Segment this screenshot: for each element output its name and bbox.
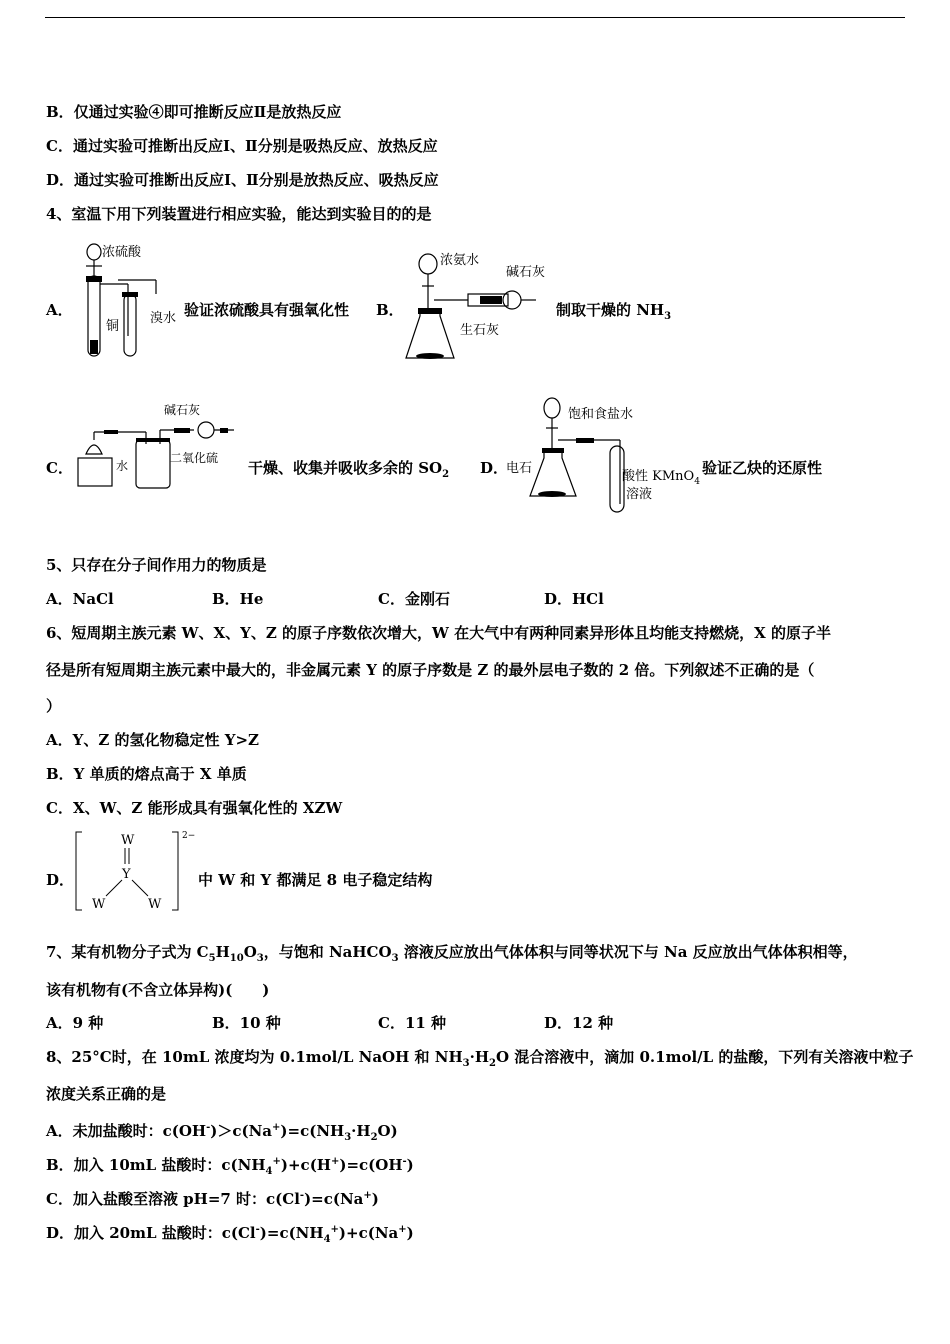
q8-option-a: A．未加盐酸时：$c(OH^-)>c(Na^+)=c(NH_3\cdot H_2O)$ bbox=[46, 1122, 398, 1143]
top-rule bbox=[45, 17, 905, 18]
label-quicklime: 生石灰 bbox=[460, 323, 500, 338]
label-water: 水 bbox=[116, 459, 129, 473]
label-saturated-brine: 饱和食盐水 bbox=[568, 407, 634, 422]
atom-y: Y bbox=[122, 867, 131, 882]
q4-b-prefix: B． bbox=[376, 301, 404, 319]
q5-option-c: C．金刚石 bbox=[378, 590, 450, 608]
question-5: 5、只存在分子间作用力的物质是 bbox=[46, 556, 267, 574]
question-6-line-1: 6、短周期主族元素 W、X、Y、Z 的原子序数依次增大，W 在大气中有两种同素异形体且均能支持燃烧，X 的原子半 bbox=[46, 624, 831, 642]
label-acidic-kmno4: 酸性 KMnO$_4$ bbox=[622, 469, 700, 487]
q7-option-c: C．11 种 bbox=[378, 1014, 447, 1032]
q4-c-prefix: C． bbox=[46, 459, 73, 477]
question-8-line-2: 浓度关系正确的是 bbox=[46, 1085, 167, 1103]
apparatus-b-diagram bbox=[398, 240, 558, 366]
label-sulfur-dioxide: 二氧化硫 bbox=[170, 451, 219, 465]
option-b-prev: B．仅通过实验④即可推断反应Ⅱ是放热反应 bbox=[46, 103, 342, 121]
q5-option-d: D．HCl bbox=[544, 590, 604, 608]
label-soda-lime: 碱石灰 bbox=[506, 265, 546, 280]
label-acidic-kmno4-main: 酸性 KMnO bbox=[622, 469, 695, 484]
q5-option-a: A．NaCl bbox=[46, 590, 114, 608]
q8-option-c: C．加入盐酸至溶液 pH=7 时：c(Cl-)=c(Na+) bbox=[46, 1190, 379, 1208]
question-7-line-2: 该有机物有(不含立体异构)( ) bbox=[46, 981, 270, 999]
q8-option-b: B．加入 10mL 盐酸时：$c(NH_4^+)+c(H^+)=c(OH^-)$ bbox=[46, 1156, 414, 1177]
q6-d-text: 中 W 和 Y 都满足 8 电子稳定结构 bbox=[198, 871, 433, 889]
label-conc-h2so4: 浓硫酸 bbox=[102, 245, 142, 260]
label-soda-lime-c: 碱石灰 bbox=[164, 403, 201, 417]
q6-option-a: A．Y、Z 的氢化物稳定性 Y>Z bbox=[46, 731, 259, 749]
label-conc-ammonia: 浓氨水 bbox=[440, 253, 480, 268]
q8-option-d: D．加入 20mL 盐酸时：$c(Cl^-)=c(NH_4^+)+c(Na^+)$ bbox=[46, 1224, 414, 1245]
question-8-line-1: 8、25°C时，在 10mL 浓度均为 0.1mol/L NaOH 和 $NH_3\cdot H_2O$ 混合溶液中，滴加 0.1mol/L 的盐酸，下列有关溶液中粒子 bbox=[46, 1048, 914, 1069]
apparatus-a-diagram bbox=[68, 236, 184, 364]
question-4: 4、室温下用下列装置进行相应实验，能达到实验目的的是 bbox=[46, 205, 432, 223]
q6-d-prefix: D． bbox=[46, 871, 75, 889]
question-6-line-3: ） bbox=[46, 697, 62, 715]
atom-w-right: W bbox=[148, 897, 162, 912]
option-d-prev: D．通过实验可推断出反应Ⅰ、Ⅱ分别是放热反应、吸热反应 bbox=[46, 171, 439, 189]
apparatus-d-diagram bbox=[504, 392, 704, 518]
apparatus-c-diagram bbox=[74, 400, 246, 492]
q4-c-text-main: 干燥、收集并吸收多余的 SO bbox=[248, 459, 443, 477]
q4-d-prefix: D． bbox=[480, 459, 509, 477]
q4-a-prefix: A． bbox=[46, 301, 73, 319]
charge: 2− bbox=[182, 831, 196, 841]
q4-c-text: 干燥、收集并吸收多余的 $SO_2$ bbox=[248, 459, 450, 480]
label-solution: 溶液 bbox=[626, 487, 653, 502]
q6-option-c: C．X、W、Z 能形成具有强氧化性的 XZW bbox=[46, 799, 343, 817]
q4-b-text-main: 制取干燥的 NH bbox=[556, 301, 665, 319]
label-bromine-water: 溴水 bbox=[150, 311, 177, 326]
atom-w-top: W bbox=[121, 833, 135, 848]
question-7-line-1: 7、某有机物分子式为 $C_5H_{10}O_3$，与饱和 NaHCO$_3$ 溶液反应放出气体体积与同等状况下与 Na 反应放出气体体积相等， bbox=[46, 943, 858, 964]
label-calcium-carbide: 电石 bbox=[506, 461, 533, 476]
q7-option-d: D．12 种 bbox=[544, 1014, 614, 1032]
question-8-line-1-main: 8、25°C时，在 10mL 浓度均为 0.1mol/L NaOH 和 NH bbox=[46, 1048, 463, 1066]
q7-option-a: A．9 种 bbox=[46, 1014, 104, 1032]
q7-option-b: B．10 种 bbox=[212, 1014, 281, 1032]
q6-option-b: B．Y 单质的熔点高于 X 单质 bbox=[46, 765, 247, 783]
structure-diagram bbox=[72, 826, 196, 916]
q4-a-text: 验证浓硫酸具有强氧化性 bbox=[184, 301, 350, 319]
label-copper: 铜 bbox=[106, 319, 120, 334]
q5-option-b: B．He bbox=[212, 590, 264, 608]
option-c-prev: C．通过实验可推断出反应Ⅰ、Ⅱ分别是吸热反应、放热反应 bbox=[46, 137, 438, 155]
q4-b-text: 制取干燥的 $NH_3$ bbox=[556, 301, 672, 322]
q4-d-text: 验证乙炔的还原性 bbox=[702, 459, 823, 477]
question-6-line-2: 径是所有短周期主族元素中最大的，非金属元素 Y 的原子序数是 Z 的最外层电子数的 2 倍。下列叙述不正确的是（ bbox=[46, 661, 815, 679]
atom-w-left: W bbox=[92, 897, 106, 912]
